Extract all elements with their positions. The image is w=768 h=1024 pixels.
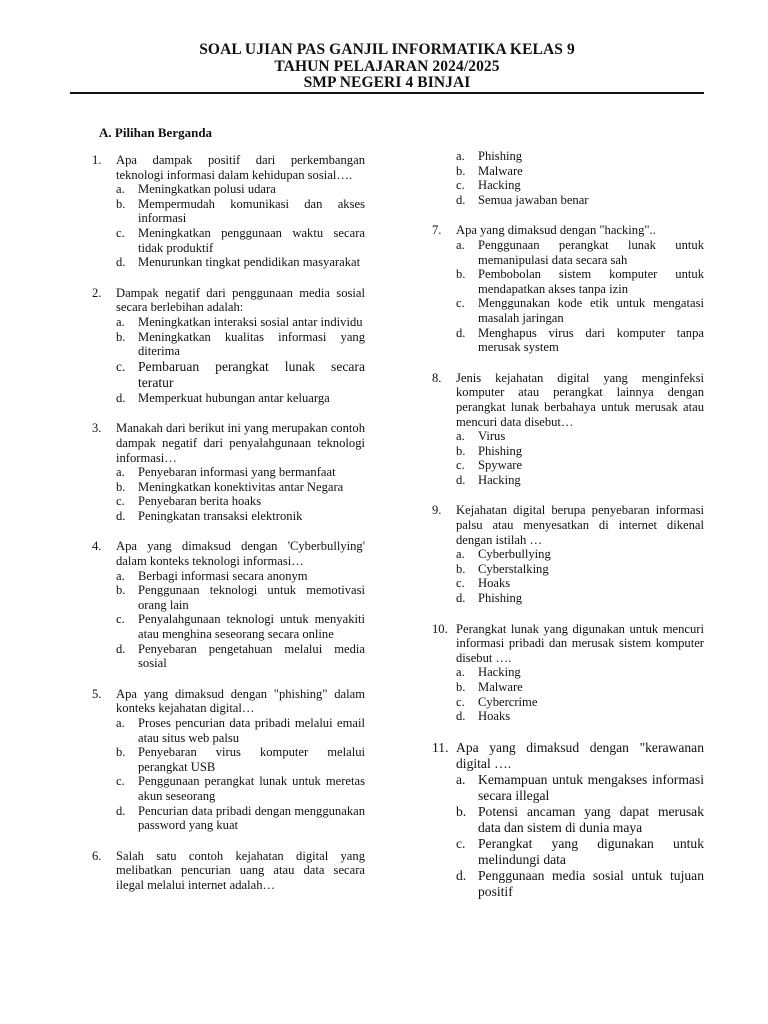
question-stem: Apa yang dimaksud dengan "phishing" dalam konteks kejahatan digital… xyxy=(116,686,365,716)
exam-header xyxy=(70,42,704,92)
option-b[interactable]: b. Penyebaran virus komputer melalui perangkat USB xyxy=(116,745,365,774)
left-column xyxy=(92,153,365,893)
option-b[interactable]: b. Malware xyxy=(456,680,523,694)
question-number: 2. xyxy=(92,285,102,300)
option-c[interactable]: c. Menggunakan kode etik untuk mengatasi masalah jaringan xyxy=(456,296,704,325)
option-c[interactable]: c. Perangkat yang digunakan untuk melindungi data xyxy=(456,835,704,867)
question-6 xyxy=(92,849,365,893)
option-d[interactable]: d. Penyebaran pengetahuan melalui media sosial xyxy=(116,641,365,671)
option-list xyxy=(456,547,704,605)
option-c[interactable]: c. Hacking xyxy=(456,178,521,193)
option-a[interactable]: a. Cyberbullying xyxy=(456,547,551,562)
question-stem: Apa yang dimaksud dengan 'Cyberbullying' dalam konteks teknologi informasi… xyxy=(116,539,365,569)
option-d[interactable]: d. Hoaks xyxy=(456,709,511,724)
question-1 xyxy=(92,153,365,270)
option-list xyxy=(456,238,704,355)
right-column xyxy=(432,149,704,900)
question-stem: Manakah dari berikut ini yang merupakan contoh dampak negatif dari penyalahgunaan teknologi informasi… xyxy=(116,421,365,465)
option-list xyxy=(116,465,365,523)
option-b[interactable]: b. Cyberstalking xyxy=(456,561,549,576)
question-number: 5. xyxy=(92,686,102,701)
question-stem: Apa yang dimaksud dengan "hacking".. xyxy=(456,223,656,238)
question-stem: Jenis kejahatan digital yang menginfeksi komputer atau perangkat lainnya dengan perangkat lunak berbahaya untuk merusak atau mencuri data disebut… xyxy=(456,370,704,429)
option-a[interactable]: a. Berbagi informasi secara anonym xyxy=(116,568,308,583)
question-11 xyxy=(432,740,704,900)
option-a[interactable]: a. Virus xyxy=(456,429,506,444)
option-d[interactable]: d. Memperkuat hubungan antar keluarga xyxy=(116,390,330,405)
header-school: SMP NEGERI 4 BINJAI xyxy=(303,74,471,91)
question-number: 7. xyxy=(432,223,442,238)
question-number: 4. xyxy=(92,539,102,554)
question-number: 1. xyxy=(92,153,102,167)
option-list xyxy=(116,315,365,405)
option-b[interactable]: b. Pembobolan sistem komputer untuk mendapatkan akses tanpa izin xyxy=(456,267,704,296)
question-number: 3. xyxy=(92,421,102,436)
option-a[interactable]: a. Phishing xyxy=(456,149,523,163)
question-2 xyxy=(92,286,365,406)
option-list xyxy=(456,149,704,207)
option-list xyxy=(116,182,365,270)
option-b[interactable]: b. Meningkatkan konektivitas antar Negara xyxy=(116,479,344,494)
question-10 xyxy=(432,622,704,724)
option-c[interactable]: c. Spyware xyxy=(456,458,523,473)
question-number: 10. xyxy=(432,621,448,636)
option-c[interactable]: c. Pembaruan perangkat lunak secara teratur xyxy=(116,358,365,390)
question-stem: Perangkat lunak yang digunakan untuk mencuri informasi pribadi dan merusak sistem komputer disebut …. xyxy=(456,621,704,665)
option-a[interactable]: a. Kemampuan untuk mengakses informasi secara illegal xyxy=(456,771,704,803)
question-9 xyxy=(432,503,704,605)
option-list xyxy=(116,716,365,833)
option-list xyxy=(116,569,365,671)
question-stem: Kejahatan digital berupa penyebaran informasi palsu atau menyesatkan di internet dikenal dengan istilah … xyxy=(456,503,704,547)
option-c[interactable]: c. Penyalahgunaan teknologi untuk menyakiti atau menghina seseorang secara online xyxy=(116,612,365,642)
option-d[interactable]: d. Penggunaan media sosial untuk tujuan positif xyxy=(456,867,704,899)
option-b[interactable]: b. Phishing xyxy=(456,443,523,458)
option-list xyxy=(456,429,704,487)
option-a[interactable]: a. Penggunaan perangkat lunak untuk memanipulasi data secara sah xyxy=(456,237,704,267)
question-stem: Dampak negatif dari penggunaan media sosial secara berlebihan adalah: xyxy=(116,285,365,315)
option-d[interactable]: d. Peningkatan transaksi elektronik xyxy=(116,508,303,523)
option-c[interactable]: c. Meningkatkan penggunaan waktu secara tidak produktif xyxy=(116,225,365,255)
header-title: SOAL UJIAN PAS GANJIL INFORMATIKA KELAS 9 xyxy=(199,41,575,58)
question-8 xyxy=(432,371,704,488)
option-b[interactable]: b. Meningkatkan kualitas informasi yang diterima xyxy=(116,329,365,359)
option-c[interactable]: c. Penyebaran berita hoaks xyxy=(116,494,262,509)
question-3 xyxy=(92,421,365,523)
question-7 xyxy=(432,223,704,354)
option-a[interactable]: a. Proses pencurian data pribadi melalui email atau situs web palsu xyxy=(116,716,365,745)
question-number: 8. xyxy=(432,370,442,385)
option-a[interactable]: a. Hacking xyxy=(456,665,521,680)
option-a[interactable]: a. Meningkatkan interaksi sosial antar individu xyxy=(116,314,363,329)
header-year: TAHUN PELAJARAN 2024/2025 xyxy=(274,57,500,75)
option-b[interactable]: b. Mempermudah komunikasi dan akses informasi xyxy=(116,196,365,226)
question-stem: Salah satu contoh kejahatan digital yang melibatkan pencurian uang atau data secara ilegal melalui internet adalah… xyxy=(116,848,365,892)
question-number: 6. xyxy=(92,848,102,863)
option-list xyxy=(456,772,704,900)
question-number: 11. xyxy=(432,739,449,755)
section-title: A. Pilihan Berganda xyxy=(99,125,213,140)
option-d[interactable]: d. Pencurian data pribadi dengan menggunakan password yang kuat xyxy=(116,803,365,833)
option-d[interactable]: d. Menurunkan tingkat pendidikan masyarakat xyxy=(116,255,361,270)
question-6-options xyxy=(432,149,704,207)
option-c[interactable]: c. Cybercrime xyxy=(456,694,538,709)
option-a[interactable]: a. Penyebaran informasi yang bermanfaat xyxy=(116,465,336,480)
option-b[interactable]: b. Malware xyxy=(456,163,523,178)
question-number: 9. xyxy=(432,503,442,518)
option-c[interactable]: c. Hoaks xyxy=(456,576,511,591)
question-stem: Apa dampak positif dari perkembangan teknologi informasi dalam kehidupan sosial…. xyxy=(116,153,365,182)
option-d[interactable]: d. Phishing xyxy=(456,591,523,606)
option-d[interactable]: d. Semua jawaban benar xyxy=(456,192,589,207)
question-4 xyxy=(92,539,365,670)
option-b[interactable]: b. Penggunaan teknologi untuk memotivasi orang lain xyxy=(116,583,365,612)
option-a[interactable]: a. Meningkatkan polusi udara xyxy=(116,182,276,197)
option-list xyxy=(456,665,704,723)
question-5 xyxy=(92,687,365,833)
option-b[interactable]: b. Potensi ancaman yang dapat merusak data dan sistem di dunia maya xyxy=(456,803,704,835)
question-stem: Apa yang dimaksud dengan "kerawanan digital …. xyxy=(456,739,704,771)
option-c[interactable]: c. Penggunaan perangkat lunak untuk meretas akun seseorang xyxy=(116,774,365,803)
option-d[interactable]: d. Hacking xyxy=(456,472,521,487)
header-divider xyxy=(70,92,704,94)
option-d[interactable]: d. Menghapus virus dari komputer tanpa merusak system xyxy=(456,325,704,355)
